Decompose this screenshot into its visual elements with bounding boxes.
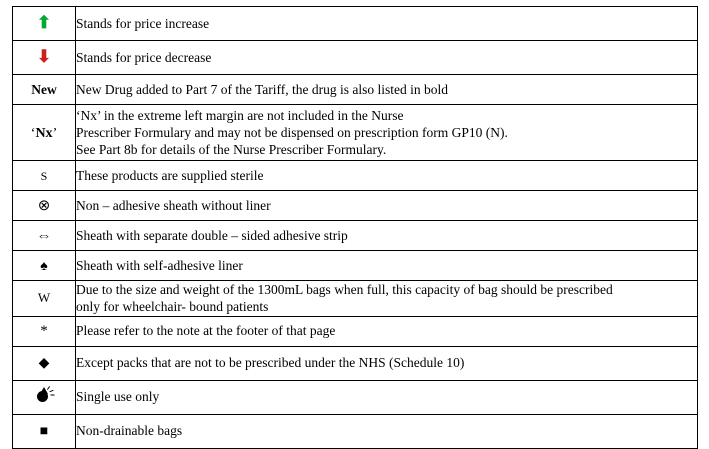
description-line: Prescriber Formulary and may not be dispensed on prescription form GP10 (N). — [76, 124, 508, 140]
symbol-cell — [13, 316, 76, 346]
table-row — [13, 7, 698, 41]
description-line: Sheath with self-adhesive liner — [76, 257, 243, 273]
description-cell — [76, 41, 698, 75]
symbol-cell — [13, 380, 76, 414]
description-line: New Drug added to Part 7 of the Tariff, the drug is also listed in bold — [76, 81, 448, 97]
symbol-legend-table — [12, 6, 698, 449]
description-line: These products are supplied sterile — [76, 167, 264, 183]
sterile-s-label: S — [40, 168, 48, 183]
description-line: ‘Nx’ in the extreme left margin are not included in the Nurse — [76, 107, 404, 123]
symbol-cell — [13, 346, 76, 380]
symbol-cell — [13, 7, 76, 41]
single-use-drop-icon — [34, 386, 54, 404]
description-cell — [76, 281, 698, 317]
description-cell — [76, 161, 698, 191]
description-line: Single use only — [76, 389, 160, 405]
table-row — [13, 414, 698, 448]
symbol-cell — [13, 251, 76, 281]
symbol-cell — [13, 75, 76, 105]
description-line: Stands for price increase — [76, 15, 210, 31]
table-row — [13, 191, 698, 221]
table-row — [13, 105, 698, 161]
description-line: Non – adhesive sheath without liner — [76, 197, 271, 213]
description-cell — [76, 414, 698, 448]
table-row — [13, 41, 698, 75]
description-cell — [76, 251, 698, 281]
spade-icon: ♠ — [40, 258, 48, 274]
description-line: Please refer to the note at the footer of that page — [76, 323, 336, 339]
symbol-cell — [13, 41, 76, 75]
description-line: See Part 8b for details of the Nurse Prescriber Formulary. — [76, 142, 387, 158]
description-cell — [76, 221, 698, 251]
description-cell — [76, 75, 698, 105]
new-label: New — [31, 81, 57, 97]
nx-label: ‘Nx’ — [30, 125, 58, 141]
description-cell — [76, 380, 698, 414]
symbol-cell — [13, 221, 76, 251]
description-cell — [76, 191, 698, 221]
description-line: Except packs that are not to be prescribed under the NHS (Schedule 10) — [76, 355, 465, 371]
description-line: Non-drainable bags — [76, 423, 183, 439]
table-row — [13, 221, 698, 251]
green-up-arrow-icon: ⬆ — [36, 13, 52, 32]
symbol-cell — [13, 414, 76, 448]
description-line: only for wheelchair- bound patients — [76, 299, 269, 315]
table-row — [13, 281, 698, 317]
description-cell — [76, 105, 698, 161]
description-cell — [76, 7, 698, 41]
description-cell — [76, 316, 698, 346]
table-row — [13, 346, 698, 380]
wheelchair-w-label: W — [37, 290, 51, 306]
red-down-arrow-icon: ⬇ — [36, 47, 52, 66]
table-row — [13, 75, 698, 105]
table-row — [13, 161, 698, 191]
table-row — [13, 251, 698, 281]
description-line: Sheath with separate double – sided adhesive strip — [76, 227, 348, 243]
symbol-cell — [13, 191, 76, 221]
symbol-cell — [13, 281, 76, 317]
circled-x-icon: ⊗ — [37, 197, 51, 214]
description-line: Stands for price decrease — [76, 49, 212, 65]
symbol-cell — [13, 105, 76, 161]
table-row — [13, 316, 698, 346]
asterisk-icon: * — [40, 323, 48, 340]
double-headed-arrow-icon: ⇔ — [36, 227, 52, 244]
symbol-cell — [13, 161, 76, 191]
table-row — [13, 380, 698, 414]
description-line: Due to the size and weight of the 1300mL bags when full, this capacity of bag should be prescribed — [76, 282, 613, 297]
filled-diamond-icon: ◆ — [38, 356, 50, 372]
filled-square-icon: ■ — [39, 424, 49, 440]
description-cell — [76, 346, 698, 380]
